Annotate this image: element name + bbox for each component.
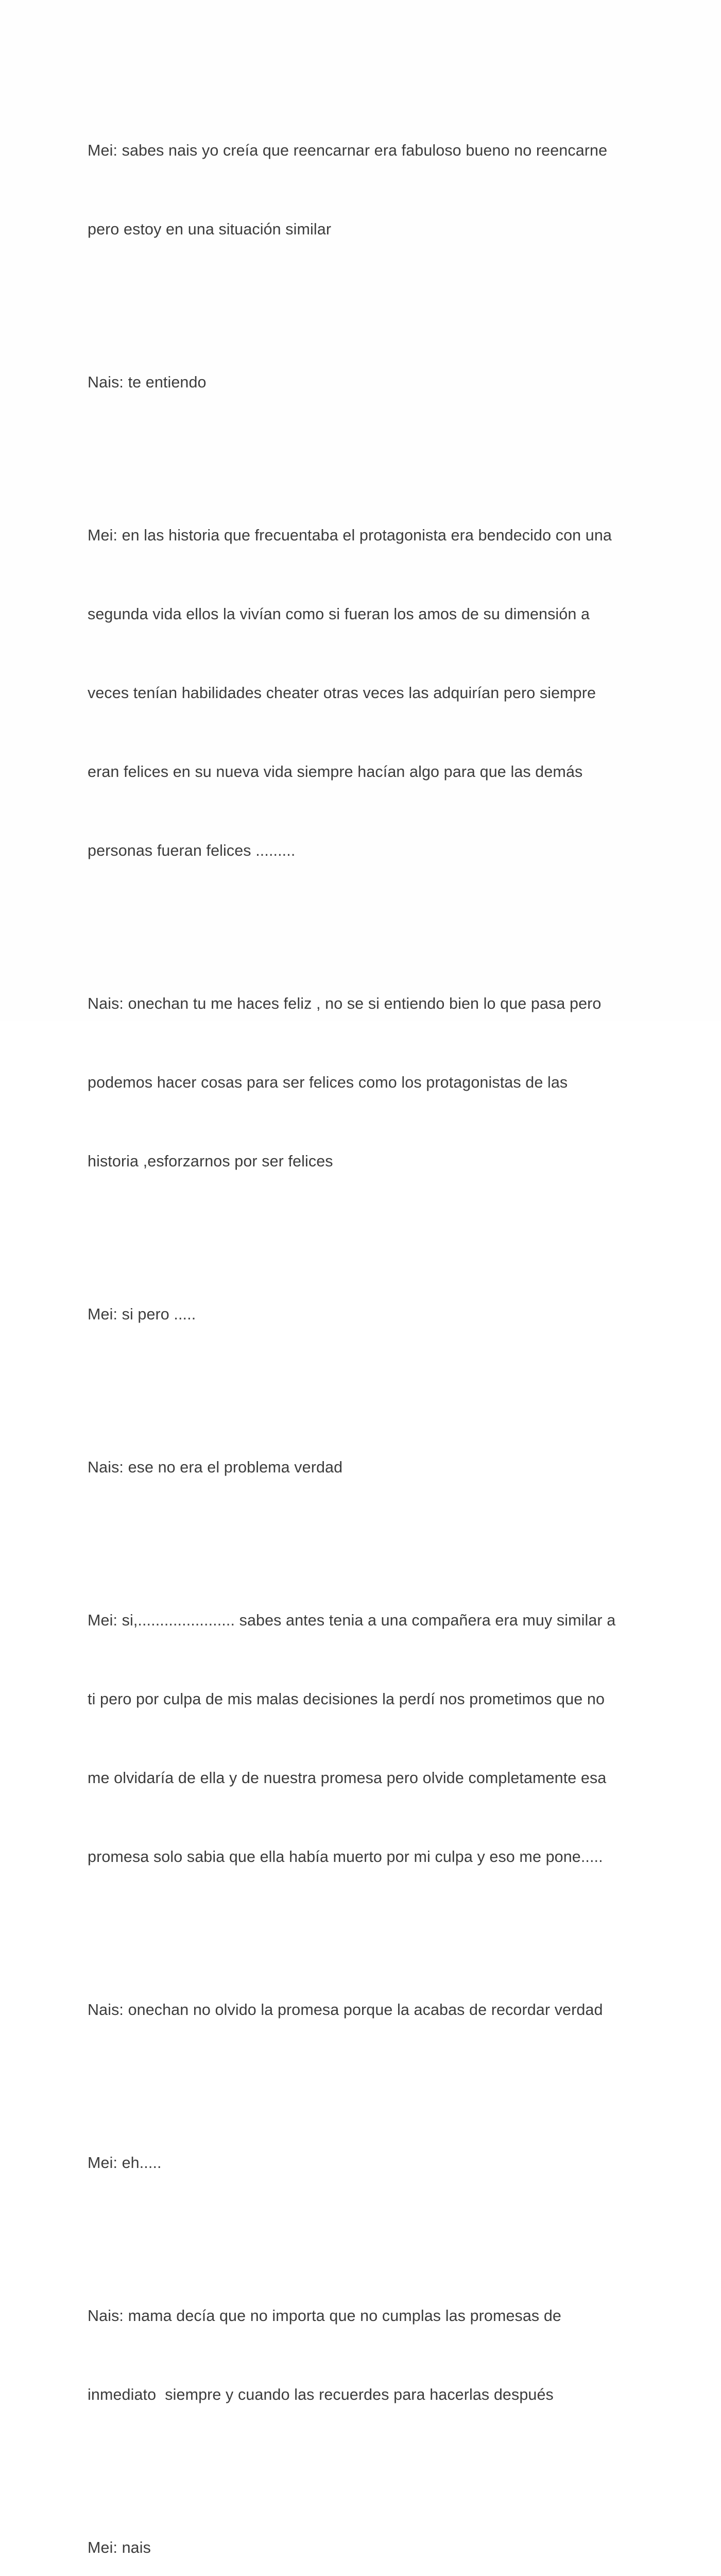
text-line: Nais: mama decía que no importa que no cumplas las promesas de xyxy=(88,2307,561,2325)
text-line: Nais: ese no era el problema verdad xyxy=(88,1459,343,1476)
text-line: podemos hacer cosas para ser felices como los protagonistas de las xyxy=(88,1074,568,1091)
text-line: Mei: si pero ..... xyxy=(88,1306,196,1323)
text-line: Mei: si,...................... sabes antes tenia a una compañera era muy similar a xyxy=(88,1612,616,1629)
document-body xyxy=(88,85,644,2576)
text-line: Mei: nais xyxy=(88,2539,151,2556)
dialogue-paragraph xyxy=(88,85,644,295)
dialogue-paragraph xyxy=(88,938,644,1227)
text-line: Mei: en las historia que frecuentaba el protagonista era bendecido con una xyxy=(88,527,612,544)
dialogue-paragraph xyxy=(88,2482,644,2576)
text-line: promesa solo sabia que ella había muerto por mi culpa y eso me pone..... xyxy=(88,1848,603,1866)
dialogue-paragraph xyxy=(88,2250,644,2461)
dialogue-paragraph xyxy=(88,2097,644,2229)
text-line: Mei: eh..... xyxy=(88,2154,162,2172)
text-line: Nais: onechan no olvido la promesa porque la acabas de recordar verdad xyxy=(88,2001,603,2019)
text-line: me olvidaría de ella y de nuestra promesa pero olvide completamente esa xyxy=(88,1769,607,1787)
text-line: eran felices en su nueva vida siempre hacían algo para que las demás xyxy=(88,763,583,781)
dialogue-paragraph xyxy=(88,1555,644,1923)
text-line: pero estoy en una situación similar xyxy=(88,221,332,238)
text-line: Nais: te entiendo xyxy=(88,374,207,391)
text-line: Nais: onechan tu me haces feliz , no se si entiendo bien lo que pasa pero xyxy=(88,995,602,1012)
text-line: segunda vida ellos la vivían como si fueran los amos de su dimensión a xyxy=(88,605,590,623)
dialogue-paragraph xyxy=(88,470,644,917)
text-line: ti pero por culpa de mis malas decisiones la perdí nos prometimos que no xyxy=(88,1690,605,1708)
dialogue-paragraph xyxy=(88,1249,644,1380)
dialogue-paragraph xyxy=(88,317,644,448)
text-line: veces tenían habilidades cheater otras veces las adquirían pero siempre xyxy=(88,684,596,702)
text-line: inmediato siempre y cuando las recuerdes para hacerlas después xyxy=(88,2386,554,2403)
text-line: personas fueran felices ......... xyxy=(88,842,296,859)
text-line: historia ,esforzarnos por ser felices xyxy=(88,1153,333,1170)
dialogue-paragraph xyxy=(88,1402,644,1533)
text-line: Mei: sabes nais yo creía que reencarnar era fabuloso bueno no reencarne xyxy=(88,142,608,159)
dialogue-paragraph xyxy=(88,1944,644,2076)
